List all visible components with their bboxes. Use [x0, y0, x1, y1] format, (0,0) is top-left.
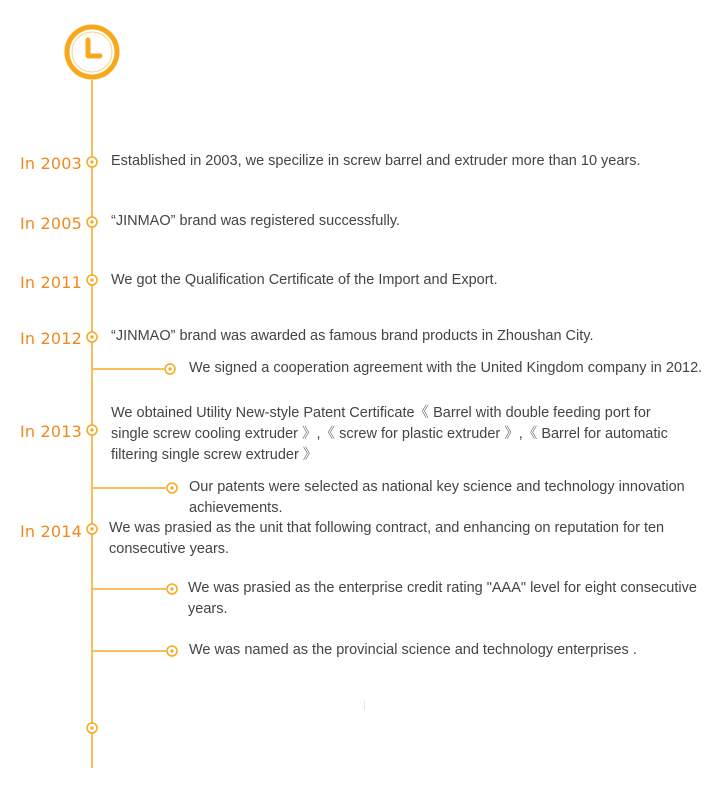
sub-event-text: Our patents were selected as national key science and technology innovation achievements.	[189, 479, 685, 516]
sub-event-text: We was prasied as the enterprise credit rating "AAA" level for eight consecutive years.	[188, 580, 697, 617]
event-text-2005: “JINMAO” brand was registered successfully.	[111, 213, 401, 229]
sub-event-text: We signed a cooperation agreement with the United Kingdom company in 2012.	[189, 360, 703, 376]
divider	[364, 700, 365, 710]
branch-line	[92, 368, 164, 370]
timeline-dot-icon	[166, 645, 178, 657]
timeline-dot-icon	[86, 216, 98, 228]
event-text-2011: We got the Qualification Certificate of the Import and Export.	[111, 272, 498, 288]
timeline-dot-icon	[86, 331, 98, 343]
year-label-2012: In 2012	[20, 329, 83, 348]
year-label-2013: In 2013	[20, 422, 83, 441]
year-label-2014: In 2014	[20, 522, 83, 541]
year-label-2005: In 2005	[20, 214, 83, 233]
branch-line	[92, 487, 166, 489]
timeline-dot-icon	[166, 583, 178, 595]
clock-icon	[64, 24, 120, 80]
event-text-2012: “JINMAO” brand was awarded as famous brand products in Zhoushan City.	[111, 328, 594, 344]
timeline-dot-icon	[166, 482, 178, 494]
timeline-dot-icon	[164, 363, 176, 375]
sub-event-text: We was named as the provincial science and technology enterprises .	[189, 642, 637, 658]
timeline-dot-icon	[86, 156, 98, 168]
timeline-dot-icon	[86, 274, 98, 286]
year-label-2011: In 2011	[20, 273, 83, 292]
branch-line	[92, 650, 166, 652]
event-text-2013: We obtained Utility New-style Patent Certificate《 Barrel with double feeding port for single screw cooling extruder 》,《 screw for plastic extruder 》,《 Barrel for automatic filtering single screw extruder 》	[111, 405, 668, 463]
timeline-dot-icon	[86, 523, 98, 535]
timeline-end-dot-icon	[86, 722, 98, 734]
branch-line	[92, 588, 166, 590]
event-text-2003: Established in 2003, we specilize in screw barrel and extruder more than 10 years.	[111, 153, 641, 169]
timeline-dot-icon	[86, 424, 98, 436]
event-text-2014: We was prasied as the unit that following contract, and enhancing on reputation for ten consecutive years.	[109, 520, 665, 557]
year-label-2003: In 2003	[20, 154, 83, 173]
